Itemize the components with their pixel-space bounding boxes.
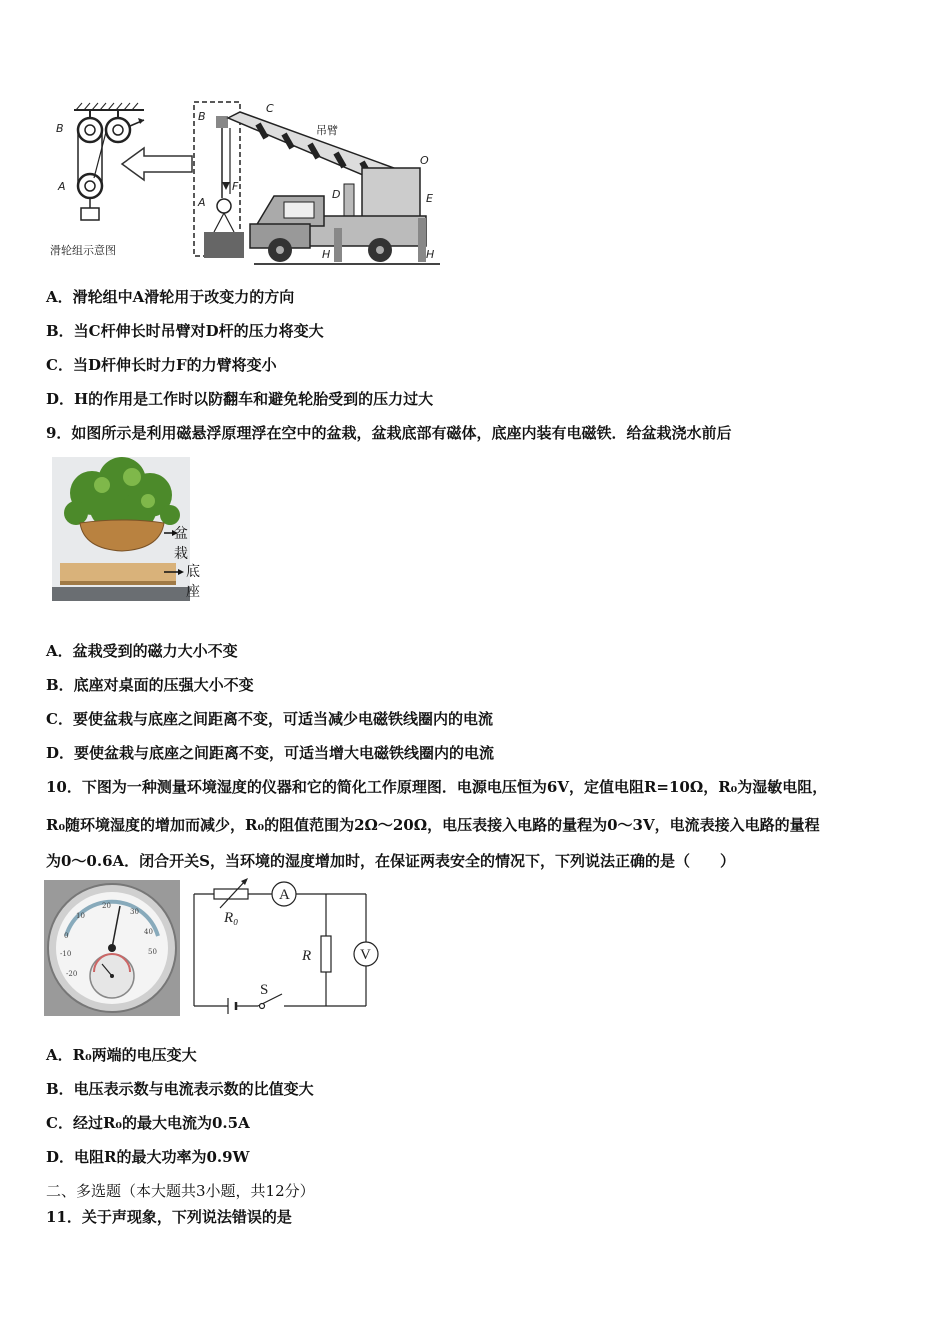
tick-10: 10 — [76, 912, 85, 920]
tick-20: 20 — [102, 902, 111, 910]
q8-option-c: C．当D杆伸长时力F的力臂将变小 — [46, 356, 277, 374]
label-b-left: B — [56, 122, 64, 135]
label-d: D — [332, 188, 341, 201]
q9-option-a: A．盆栽受到的磁力大小不变 — [46, 642, 238, 660]
circuit-diagram — [190, 878, 386, 1018]
crane-pulley-drawing — [44, 98, 444, 270]
tick-40: 40 — [144, 928, 153, 936]
label-o: O — [420, 154, 429, 167]
pulley-caption: 滑轮组示意图 — [50, 244, 116, 257]
label-a-box: A — [198, 196, 206, 209]
tick-neg20: -20 — [66, 970, 78, 978]
q9-stem: 9．如图所示是利用磁悬浮原理浮在空中的盆栽，盆栽底部有磁体，底座内装有电磁铁．给盆栽浇水前后 — [46, 424, 732, 442]
q10-stem-line1: 10．下图为一种测量环境湿度的仪器和它的简化工作原理图．电源电压恒为6V，定值电阻R=10Ω，R₀为湿敏电阻， — [46, 778, 828, 796]
ammeter-label: A — [279, 887, 290, 903]
bonsai-photo — [52, 457, 200, 601]
bonsai-drawing — [52, 457, 190, 601]
circuit-drawing — [190, 878, 386, 1018]
q10-stem-line2: R₀随环境湿度的增加而减少，R₀的阻值范围为2Ω～20Ω，电压表接入电路的量程为0～3V，电流表接入电路的量程 — [46, 816, 820, 834]
q10-stem-line3: 为0～0.6A．闭合开关S，当环境的湿度增加时，在保证两表安全的情况下，下列说法正确的是（ ） — [46, 852, 736, 870]
label-r0: R₀ — [224, 910, 239, 926]
label-arm: 吊臂 — [316, 124, 338, 137]
q10-option-b: B．电压表示数与电流表示数的比值变大 — [46, 1080, 314, 1098]
tick-30: 30 — [130, 908, 139, 916]
label-e: E — [426, 192, 433, 205]
q8-option-a: A．滑轮组中A滑轮用于改变力的方向 — [46, 288, 295, 306]
tick-0: 0 — [64, 932, 69, 940]
label-h-right: H — [426, 248, 435, 261]
q8-option-d: D．H的作用是工作时以防翻车和避免轮胎受到的压力过大 — [46, 390, 434, 408]
q8-option-b: B．当C杆伸长时吊臂对D杆的压力将变大 — [46, 322, 324, 340]
tick-neg10: -10 — [60, 950, 72, 958]
tick-50: 50 — [148, 948, 157, 956]
q11-stem: 11．关于声现象，下列说法错误的是 — [46, 1208, 292, 1226]
q10-option-c: C．经过R₀的最大电流为0.5A — [46, 1114, 250, 1132]
q10-option-d: D．电阻R的最大功率为0.9W — [46, 1148, 250, 1166]
q9-option-d: D．要使盆栽与底座之间距离不变，可适当增大电磁铁线圈内的电流 — [46, 744, 495, 762]
label-c: C — [266, 102, 274, 115]
hygrometer-drawing — [44, 880, 180, 1016]
crane-pulley-figure — [44, 98, 444, 270]
q9-option-b: B．底座对桌面的压强大小不变 — [46, 676, 254, 694]
label-h-mid: H — [322, 248, 331, 261]
label-base: 底座 — [186, 564, 200, 600]
label-pot: 盆栽 — [174, 526, 188, 562]
hygrometer-photo — [44, 880, 180, 1016]
label-a-left: A — [58, 180, 66, 193]
section-heading: 二、多选题（本大题共3小题，共12分） — [46, 1182, 315, 1200]
switch-label: S — [260, 982, 269, 998]
label-b-box: B — [198, 110, 206, 123]
q9-option-c: C．要使盆栽与底座之间距离不变，可适当减少电磁铁线圈内的电流 — [46, 710, 493, 728]
q10-option-a: A．R₀两端的电压变大 — [46, 1046, 197, 1064]
label-r: R — [302, 948, 312, 964]
label-f: F — [232, 180, 239, 193]
voltmeter-label: V — [360, 947, 371, 963]
